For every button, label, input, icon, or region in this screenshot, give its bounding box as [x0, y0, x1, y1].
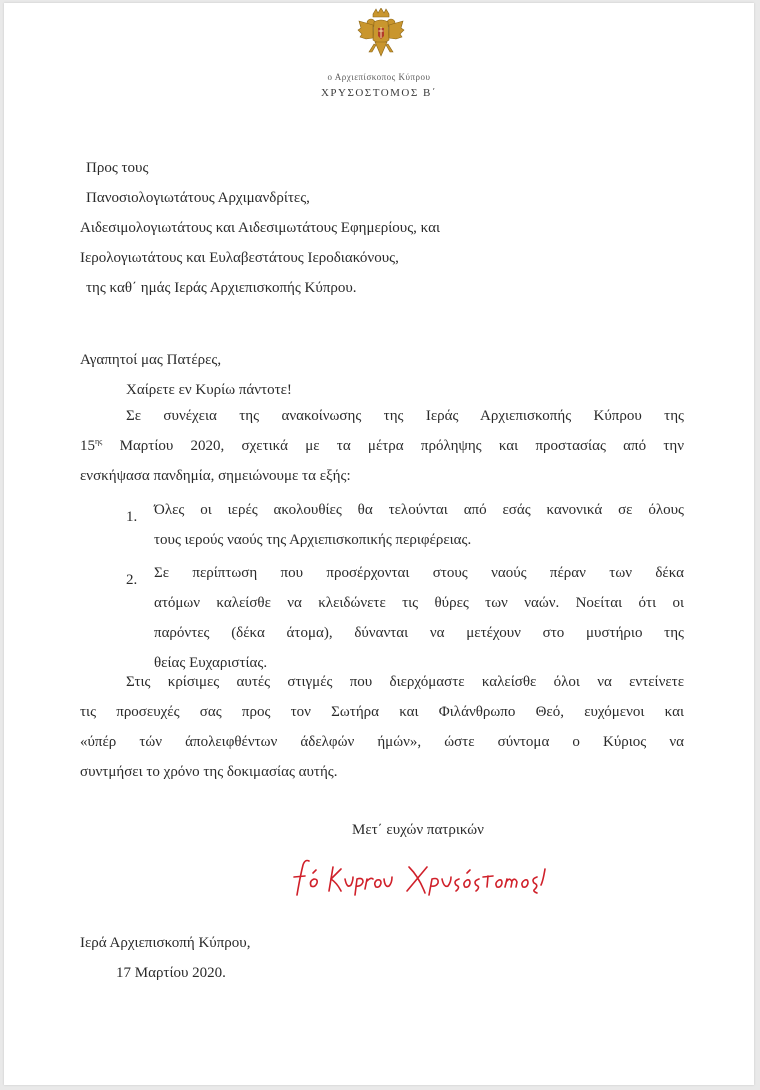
intro-paragraph	[80, 408, 684, 498]
list-item	[154, 565, 684, 685]
closing-line: συντμήσει το χρόνο της δοκιμασίας αυτής.	[80, 764, 338, 780]
header-title-small: ο Αρχιεπίσκοπος Κύπρου	[327, 72, 431, 82]
address-line: Ιερολογιωτάτους και Ευλαβεστάτους Ιεροδιακόνους,	[80, 250, 399, 266]
header-name: ΧΡΥΣΟΣΤΟΜΟΣ Β΄	[320, 87, 438, 99]
list-item	[154, 502, 684, 562]
letter-page	[4, 3, 754, 1085]
closing-line: «ύπέρ τών άπολειφθέντων άδελφών ήμών», ώστε σύντομα ο Κύριος να	[80, 734, 684, 750]
double-headed-eagle-crest-icon	[356, 8, 406, 60]
intro-line: ενσκήψασα πανδημία, σημειώνουμε τα εξής:	[80, 468, 351, 484]
date-line: 17 Μαρτίου 2020.	[116, 965, 226, 981]
greeting: Χαίρετε εν Κυρίω πάντοτε!	[126, 382, 292, 398]
list-item-line: τους ιερούς ναούς της Αρχιεπισκοπικής περιφέρειας.	[154, 532, 472, 548]
list-item-number: 2.	[126, 572, 138, 588]
list-item-line: παρόντες (δέκα άτομα), δύνανται να μετέχουν στο μυστήριο της	[154, 625, 684, 641]
address-block	[80, 153, 440, 303]
valediction: Μετ΄ ευχών πατρικών	[352, 822, 484, 838]
list-item-number: 1.	[126, 509, 138, 525]
closing-line: τις προσευχές σας προς τον Σωτήρα και Φιλάνθρωπο Θεό, ευχόμενοι και	[80, 704, 684, 720]
salutation: Αγαπητοί μας Πατέρες,	[80, 352, 222, 368]
list-item-line: ατόμων καλείσθε να κλειδώνετε τις θύρες των ναών. Νοείται ότι οι	[154, 595, 684, 611]
intro-line	[80, 438, 684, 468]
list-item-line: Σε περίπτωση που προσέρχονται στους ναούς πέραν των δέκα	[154, 565, 684, 581]
intro-day-suffix: ης	[95, 437, 103, 446]
closing-paragraph	[80, 674, 684, 794]
list-item-line: Όλες οι ιερές ακολουθίες θα τελούνται από εσάς κανονικά σε όλους	[154, 502, 684, 518]
intro-line: Σε συνέχεια της ανακοίνωσης της Ιεράς Αρχιεπισκοπής Κύπρου της	[126, 408, 684, 424]
intro-day: 15	[80, 438, 95, 454]
intro-line-rest: Μαρτίου 2020, σχετικά με τα μέτρα πρόληψης και προστασίας από την	[102, 438, 684, 454]
list-item-line: θείας Ευχαριστίας.	[154, 655, 268, 671]
address-line: Πανοσιολογιωτάτους Αρχιμανδρίτες,	[86, 190, 310, 206]
address-line: Αιδεσιμολογιωτάτους και Αιδεσιμωτάτους Εφημερίους, και	[80, 220, 440, 236]
closing-line: Στις κρίσιμες αυτές στιγμές που διερχόμαστε καλείσθε όλοι να εντείνετε	[126, 674, 684, 690]
address-line: της καθ΄ ημάς Ιεράς Αρχιεπισκοπής Κύπρου.	[86, 280, 357, 296]
address-line: Προς τους	[86, 160, 149, 176]
handwritten-signature	[289, 855, 579, 903]
place-line: Ιερά Αρχιεπισκοπή Κύπρου,	[80, 935, 251, 951]
